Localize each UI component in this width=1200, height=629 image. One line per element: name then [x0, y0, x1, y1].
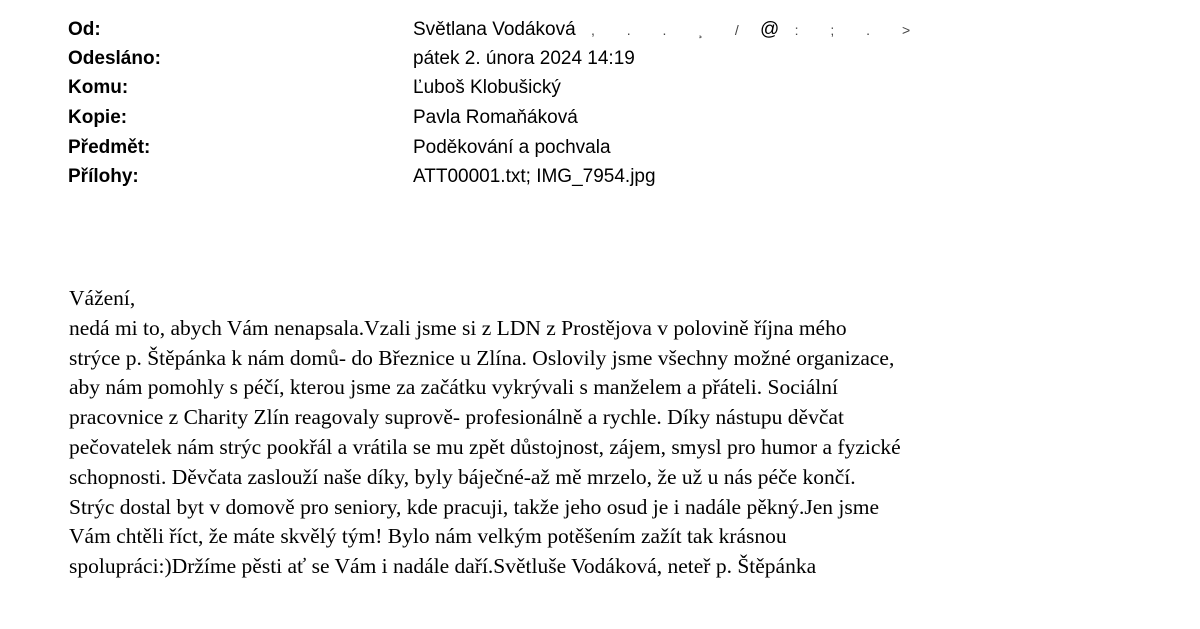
cc-label: Kopie: — [68, 107, 128, 128]
body-line: spolupráci:)Držíme pěsti ať se Vám i nadále daří.Světluše Vodáková, neteř p. Štěpánka — [69, 554, 817, 579]
body-line: Vám chtěli říct, že máte skvělý tým! Bylo nám velkým potěšením zažít tak krásnou — [69, 524, 787, 549]
attachments-label: Přílohy: — [68, 166, 139, 187]
to-value: Ľuboš Klobušický — [413, 77, 561, 98]
sent-label: Odesláno: — [68, 48, 161, 69]
body-line: pečovatelek nám strýc pookřál a vrátila se mu zpět důstojnost, zájem, smysl pro humor a fyzické — [69, 434, 901, 459]
from-value — [413, 16, 924, 44]
body-line: pracovnice z Charity Zlín reagovaly suprově- profesionálně a rychle. Díky nástupu děvčat — [69, 405, 844, 430]
email-body — [69, 284, 1169, 582]
email-at-sign: @ — [760, 19, 780, 41]
body-line: aby nám pomohly s péčí, kterou jsme za začátku vykrývali s manželem a přáteli. Sociální — [69, 375, 838, 400]
redacted-email-domain: : ; . > — [794, 22, 925, 38]
sent-value: pátek 2. února 2024 14:19 — [413, 48, 635, 69]
body-line: schopnosti. Děvčata zaslouží naše díky, byly báječné-až mě mrzelo, že už u nás péče končí. — [69, 464, 856, 489]
redacted-email-part: , . . ¸ / — [590, 22, 753, 38]
body-line: Strýc dostal byt v domově pro seniory, kde pracuji, takže jeho osud je i nadále pěkný.Jen jsme — [69, 494, 880, 519]
subject-value: Poděkování a pochvala — [413, 137, 611, 158]
sender-name: Světlana Vodáková — [413, 19, 576, 41]
subject-label: Předmět: — [68, 137, 151, 158]
from-label: Od: — [68, 19, 101, 40]
attachments-value: ATT00001.txt; IMG_7954.jpg — [413, 166, 656, 187]
body-line: strýce p. Štěpánka k nám domů- do Březnice u Zlína. Oslovily jsme všechny možné organizace, — [69, 345, 895, 370]
to-label: Komu: — [68, 77, 129, 98]
cc-value: Pavla Romaňáková — [413, 107, 578, 128]
body-line: Vážení, — [69, 286, 136, 310]
body-line: nedá mi to, abych Vám nenapsala.Vzali jsme si z LDN z Prostějova v polovině října mého — [69, 315, 847, 340]
